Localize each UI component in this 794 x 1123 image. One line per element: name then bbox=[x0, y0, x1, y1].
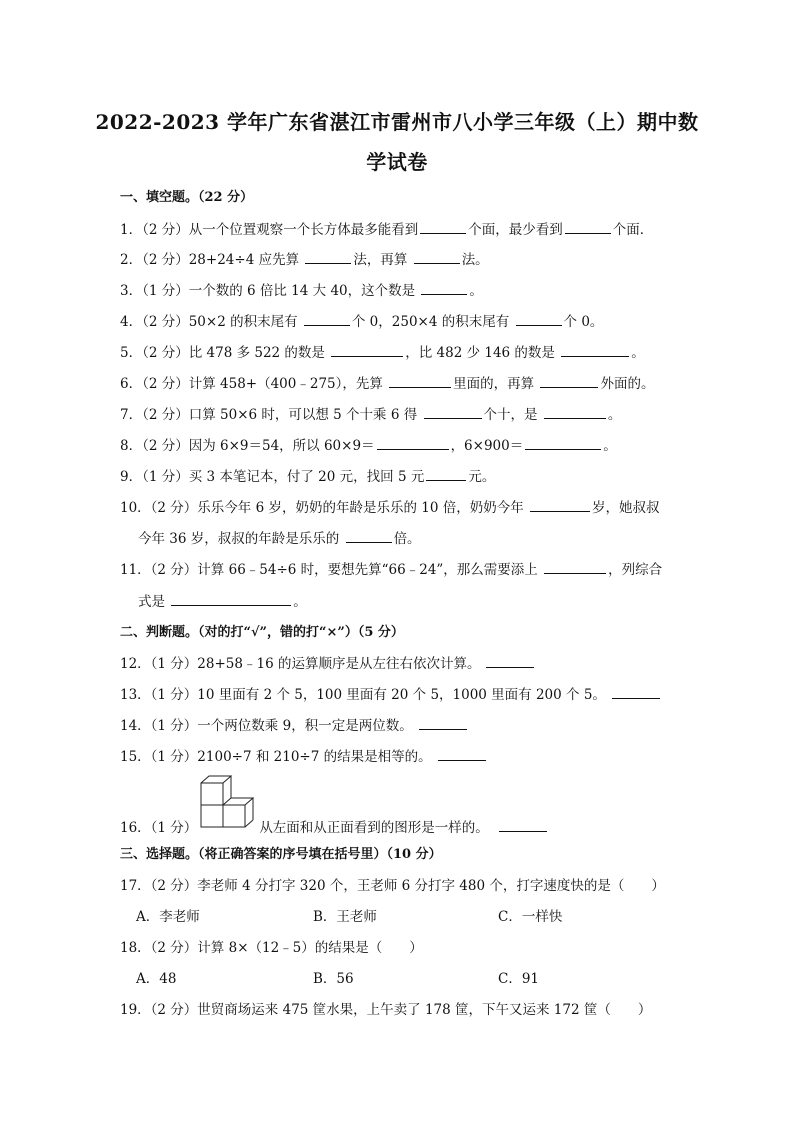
question-10: 10．（2 分）乐乐今年 6 岁，奶奶的年龄是乐乐的 10 倍，奶奶今年 岁，她叔叔 bbox=[120, 496, 660, 516]
answer-blank[interactable] bbox=[565, 219, 611, 234]
question-9: 9．（1 分）买 3 本笔记本，付了 20 元，找回 5 元 元。 bbox=[120, 465, 495, 485]
option-b[interactable]: B．56 bbox=[313, 971, 354, 987]
answer-blank[interactable] bbox=[377, 435, 449, 450]
option-a[interactable]: A．48 bbox=[136, 971, 177, 987]
section-multiple-choice: 三、选择题。（将正确答案的序号填在括号里）（10 分） bbox=[120, 847, 442, 862]
answer-blank[interactable] bbox=[544, 559, 606, 574]
answer-blank[interactable] bbox=[420, 219, 466, 234]
question-19: 19．（2 分）世贸商场运来 475 筐水果，上午卖了 178 筐，下午又运来 172 筐（ ） bbox=[120, 1002, 652, 1018]
question-16: 16．（1 分） 从左面和从正面看到的图形是一样的。 bbox=[120, 816, 549, 836]
answer-blank[interactable] bbox=[540, 373, 598, 388]
answer-blank[interactable] bbox=[421, 280, 467, 295]
answer-blank[interactable] bbox=[561, 342, 629, 357]
question-2: 2．（2 分）28+24÷4 应先算 法，再算 法。 bbox=[120, 248, 489, 268]
answer-blank[interactable] bbox=[304, 311, 350, 326]
question-7: 7．（2 分）口算 50×6 时，可以想 5 个十乘 6 得 个十，是 。 bbox=[120, 403, 621, 423]
question-3: 3．（1 分）一个数的 6 倍比 14 大 40，这个数是 。 bbox=[120, 279, 483, 299]
answer-blank[interactable] bbox=[544, 404, 606, 419]
answer-blank[interactable] bbox=[486, 653, 534, 668]
answer-blank[interactable] bbox=[516, 311, 562, 326]
option-a[interactable]: A．李老师 bbox=[136, 909, 200, 925]
question-1: 1．（2 分）从一个位置观察一个长方体最多能看到 个面，最少看到 个面． bbox=[120, 218, 653, 238]
answer-blank[interactable] bbox=[530, 497, 590, 512]
question-14: 14．（1 分）一个两位数乘 9，积一定是两位数。 bbox=[120, 714, 469, 734]
option-c[interactable]: C．一样快 bbox=[498, 909, 563, 925]
answer-blank[interactable] bbox=[499, 817, 547, 832]
question-18: 18．（2 分）计算 8×（12﹣5）的结果是（ ） bbox=[120, 940, 423, 956]
question-11-cont: 式是 。 bbox=[138, 590, 307, 610]
answer-blank[interactable] bbox=[525, 435, 601, 450]
page-title-line2: 学试卷 bbox=[366, 150, 428, 174]
answer-blank[interactable] bbox=[305, 249, 351, 264]
question-8: 8．（2 分）因为 6×9＝54，所以 60×9＝ ，6×900＝ 。 bbox=[120, 434, 617, 454]
answer-blank[interactable] bbox=[171, 591, 291, 606]
section-true-false: 二、判断题。（对的打“√”，错的打“×”）（5 分） bbox=[120, 625, 404, 640]
option-c[interactable]: C．91 bbox=[498, 971, 540, 987]
question-11: 11．（2 分）计算 66﹣54÷6 时，要想先算“66﹣24”，那么需要添上 ，列综合 bbox=[120, 558, 662, 578]
page-title-line1: 2022-2023 学年广东省湛江市雷州市八小学三年级（上）期中数 bbox=[95, 110, 699, 134]
section-fill-in: 一、填空题。（22 分） bbox=[120, 190, 254, 205]
answer-blank[interactable] bbox=[346, 528, 392, 543]
question-6: 6．（2 分）计算 458+（400﹣275），先算 里面的，再算 外面的。 bbox=[120, 372, 654, 392]
question-13: 13．（1 分）10 里面有 2 个 5，100 里面有 20 个 5，1000 里面有 200 个 5。 bbox=[120, 683, 662, 703]
question-15: 15．（1 分）2100÷7 和 210÷7 的结果是相等的。 bbox=[120, 745, 488, 765]
question-5: 5．（2 分）比 478 多 522 的数是 ，比 482 少 146 的数是 。 bbox=[120, 341, 645, 361]
question-12: 12．（1 分）28+58﹣16 的运算顺序是从左往右依次计算。 bbox=[120, 652, 536, 672]
question-17: 17．（2 分）李老师 4 分打字 320 个，王老师 6 分打字 480 个，打字速度快的是（ ） bbox=[120, 878, 665, 894]
answer-blank[interactable] bbox=[426, 466, 466, 481]
answer-blank[interactable] bbox=[414, 249, 460, 264]
answer-blank[interactable] bbox=[438, 746, 486, 761]
answer-blank[interactable] bbox=[419, 715, 467, 730]
answer-blank[interactable] bbox=[612, 684, 660, 699]
question-4: 4．（2 分）50×2 的积末尾有 个 0，250×4 的积末尾有 个 0。 bbox=[120, 310, 603, 330]
question-10-cont: 今年 36 岁，叔叔的年龄是乐乐的 倍。 bbox=[138, 527, 421, 547]
answer-blank[interactable] bbox=[424, 404, 482, 419]
answer-blank[interactable] bbox=[389, 373, 451, 388]
answer-blank[interactable] bbox=[331, 342, 403, 357]
option-b[interactable]: B．王老师 bbox=[313, 909, 377, 925]
